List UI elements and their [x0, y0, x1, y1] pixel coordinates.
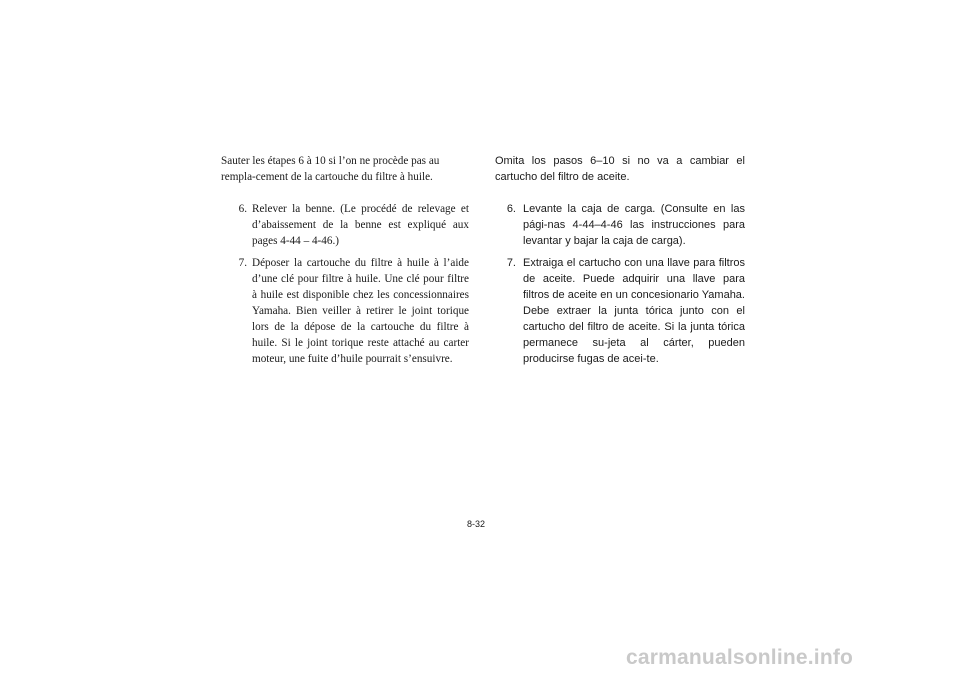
- french-step-6: [221, 201, 469, 249]
- watermark[interactable]: carmanualsonline.info: [626, 646, 854, 669]
- step-text: Relever la benne. (Le procédé de relevage et d’abaissement de la benne est expliqué aux pages 4-44 – 4-46.): [252, 203, 469, 247]
- spanish-column: [495, 153, 745, 373]
- spanish-steps: [495, 201, 745, 367]
- step-number: 7.: [506, 257, 516, 269]
- page-number: 8-32: [467, 519, 486, 529]
- step-text: Levante la caja de carga. (Consulte en las pági-nas 4-44–4-46 las instrucciones para levantar y bajar la caja de carga).: [523, 203, 745, 247]
- spanish-step-6: [495, 201, 745, 249]
- step-text: Déposer la cartouche du filtre à huile à l’aide d’une clé pour filtre à huile. Une clé pour filtre à huile est disponible chez les concessionnaires Yamaha. Bien veiller à retirer le joint torique lors de la dépose de la cartouche du filtre à huile. Si le joint torique reste attaché au carter moteur, une fuite d’huile pourrait s’ensuivre.: [252, 257, 469, 365]
- french-column: [221, 153, 469, 373]
- spanish-intro: Omita los pasos 6–10 si no va a cambiar el cartucho del filtro de aceite.: [495, 155, 745, 183]
- spanish-step-7: [495, 255, 745, 367]
- french-intro: Sauter les étapes 6 à 10 si l’on ne procède pas au rempla-cement de la cartouche du filtre à huile.: [221, 155, 440, 183]
- step-number: 6.: [506, 203, 516, 215]
- step-text: Extraiga el cartucho con una llave para filtros de aceite. Puede adquirir una llave para filtros de aceite en un concesionario Yamaha. Debe extraer la junta tórica junto con el cartucho del filtro de aceite. Si la junta tórica permanece su-jeta al cárter, pueden producirse fugas de acei-te.: [523, 257, 745, 365]
- french-step-7: [221, 255, 469, 367]
- step-number: 6.: [238, 203, 247, 215]
- step-number: 7.: [238, 257, 247, 269]
- french-steps: [221, 201, 469, 367]
